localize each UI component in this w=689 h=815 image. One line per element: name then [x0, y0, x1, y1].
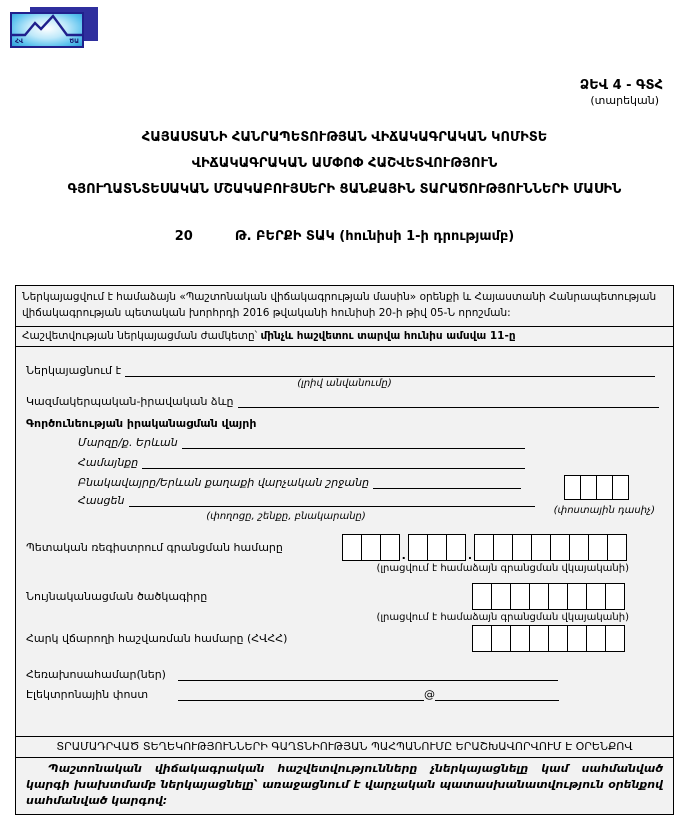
armstat-logo — [10, 7, 102, 53]
postal-code-hint: (փոստային դասիչ) — [553, 504, 655, 516]
liability-notice: Պաշտոնական վիճակագրական հաշվետվությունները չներկայացնելը կամ սահմանված կարգի խախտմամբ ներկայացնելը՝ առաջացնում է վարչական պատասխանատվություն օրենքով սահմանված կարգով: — [15, 757, 674, 815]
address-hint: (փողոցը, շենքը, բնակարանը) — [206, 510, 366, 522]
deadline-notice — [16, 327, 673, 347]
input-cell[interactable] — [612, 475, 629, 500]
input-cell[interactable] — [510, 625, 530, 652]
title-committee: ՀԱՅԱՍՏԱՆԻ ՀԱՆՐԱՊԵՏՈՒԹՅԱՆ ՎԻՃԱԿԱԳՐԱԿԱՆ ԿՈՄԻՏԵ — [141, 130, 548, 145]
input-cell[interactable] — [596, 475, 613, 500]
address-label: Հասցեն — [78, 493, 125, 507]
input-cell[interactable] — [446, 534, 466, 561]
input-cell[interactable] — [605, 583, 625, 610]
phone-label: Հեռախոսահամար(ներ) — [26, 667, 166, 681]
region-input[interactable] — [182, 435, 525, 449]
input-cell[interactable] — [342, 534, 362, 561]
input-cell[interactable] — [567, 583, 587, 610]
input-cell[interactable] — [472, 625, 492, 652]
email-domain-input[interactable] — [435, 687, 559, 701]
email-label: Էլեկտրոնային փոստ — [26, 687, 149, 701]
confidentiality-banner: ՏՐԱՄԱԴՐՎԱԾ ՏԵՂԵԿՈՒԹՅՈՒՆՆԵՐԻ ԳԱՂՏՆԻՈՒԹՅԱՆ ՊԱՀՊԱՆՈՒՄԸ ԵՐԱՇԽԱՎՈՐՎՈՒՄ Է ՕՐԵՆՔՈՎ — [15, 736, 674, 758]
title-block — [0, 130, 689, 208]
logo-chart-rect — [10, 12, 84, 48]
community-input[interactable] — [142, 455, 525, 469]
input-cell[interactable] — [408, 534, 428, 561]
form-code: ՁԵՎ 4 - ԳՏՀ — [579, 78, 663, 93]
community-row — [26, 455, 663, 469]
state-register-row — [26, 534, 663, 561]
main-form-box — [15, 285, 674, 737]
tin-boxes — [472, 625, 625, 652]
community-label: Համայնքը — [78, 455, 139, 469]
logo-letters — [12, 38, 82, 45]
form-code-block — [580, 78, 663, 108]
input-cell[interactable] — [548, 625, 568, 652]
input-cell[interactable] — [569, 534, 589, 561]
region-label: Մարզը/ք. Երևան — [78, 435, 178, 449]
year-subtitle: Թ. ԲԵՐՔԻ ՏԱԿ (հունիսի 1-ի դրությամբ) — [234, 229, 515, 244]
state-register-boxes-group2 — [408, 534, 466, 561]
presented-by-input[interactable] — [125, 363, 655, 377]
input-cell[interactable] — [361, 534, 381, 561]
settlement-input[interactable] — [373, 475, 521, 489]
postal-code-boxes — [564, 475, 629, 500]
input-cell[interactable] — [531, 534, 551, 561]
input-cell[interactable] — [564, 475, 581, 500]
input-cell[interactable] — [474, 534, 494, 561]
input-cell[interactable] — [607, 534, 627, 561]
deadline-value: մինչև հաշվետու տարվա հունիս ամսվա 11-ը — [260, 329, 516, 342]
input-cell[interactable] — [512, 534, 532, 561]
form-periodicity: (տարեկան) — [590, 94, 659, 107]
phone-input[interactable] — [178, 667, 558, 681]
state-register-label: Պետական ռեգիստրում գրանցման համարը — [26, 540, 283, 554]
deadline-label: Հաշվետվության ներկայացման ժամկետը՝ — [22, 329, 258, 342]
state-register-hint: (լրացվում է համաձայն գրանցման վկայականի) — [376, 562, 629, 574]
id-code-label: Նույնականացման ծածկագիրը — [26, 589, 208, 603]
region-row — [26, 435, 663, 449]
state-register-boxes-group3 — [474, 534, 627, 561]
input-cell[interactable] — [491, 625, 511, 652]
input-cell[interactable] — [550, 534, 570, 561]
location-section-label: Գործունեության իրականացման վայրի — [26, 416, 257, 430]
input-cell[interactable] — [529, 583, 549, 610]
logo-right-text: ԾԱ — [69, 38, 79, 45]
title-subject: ԳՅՈՒՂԱՏՆՏԵՍԱԿԱՆ ՄՇԱԿԱԲՈՒՅՍԵՐԻ ՑԱՆՔԱՅԻՆ ՏԱՐԱԾՈՒԹՅՈՒՆՆԵՐԻ ՄԱՍԻՆ — [67, 182, 622, 197]
id-code-row — [26, 583, 663, 610]
title-report-type: ՎԻՃԱԿԱԳՐԱԿԱՆ ԱՄՓՈՓ ՀԱՇՎԵՏՎՈՒԹՅՈՒՆ — [191, 156, 498, 171]
register-separator: . — [467, 548, 472, 562]
id-code-boxes — [472, 583, 625, 610]
phone-row — [26, 667, 663, 681]
input-cell[interactable] — [380, 534, 400, 561]
input-cell[interactable] — [567, 625, 587, 652]
input-cell[interactable] — [605, 625, 625, 652]
presented-by-label: Ներկայացնում է — [26, 363, 122, 377]
year-prefix: 20 — [174, 229, 193, 244]
input-cell[interactable] — [586, 583, 606, 610]
presented-by-hint: (լրիվ անվանումը) — [297, 377, 392, 389]
legal-form-input[interactable] — [238, 394, 660, 408]
year-line — [0, 229, 689, 244]
id-code-hint: (լրացվում է համաձայն գրանցման վկայականի) — [376, 611, 629, 623]
input-cell[interactable] — [510, 583, 530, 610]
input-cell[interactable] — [529, 625, 549, 652]
form-sheet — [15, 285, 674, 815]
address-input[interactable] — [129, 493, 536, 507]
input-cell[interactable] — [580, 475, 597, 500]
email-at-sign: @ — [424, 687, 435, 701]
email-row — [26, 687, 663, 701]
input-cell[interactable] — [586, 625, 606, 652]
input-cell[interactable] — [472, 583, 492, 610]
tin-row — [26, 625, 663, 652]
logo-chart-line-icon — [12, 14, 82, 38]
input-cell[interactable] — [491, 583, 511, 610]
legal-form-label: Կազմակերպական-իրավական ձևը — [26, 394, 234, 408]
input-cell[interactable] — [548, 583, 568, 610]
register-separator: . — [401, 548, 406, 562]
presented-by-row — [26, 363, 663, 377]
form-body — [16, 347, 673, 701]
tin-label: Հարկ վճարողի հաշվառման համարը (ՀՎՀՀ) — [26, 631, 288, 645]
legal-form-row — [26, 394, 663, 408]
state-register-boxes-group1 — [342, 534, 400, 561]
logo-left-text: ՀՎ — [15, 38, 24, 45]
input-cell[interactable] — [427, 534, 447, 561]
legal-basis-notice: Ներկայացվում է համաձայն «Պաշտոնական վիճակագրության մասին» օրենքի և Հայաստանի Հանրապետության վիճակագրության պետական խորհրդի 2016 թվականի հունիսի 20-ի թիվ 05-Ն որոշման: — [16, 286, 673, 327]
input-cell[interactable] — [493, 534, 513, 561]
input-cell[interactable] — [588, 534, 608, 561]
settlement-label: Բնակավայրը/Երևան քաղաքի վարչական շրջանը — [78, 475, 370, 489]
email-local-input[interactable] — [178, 687, 424, 701]
